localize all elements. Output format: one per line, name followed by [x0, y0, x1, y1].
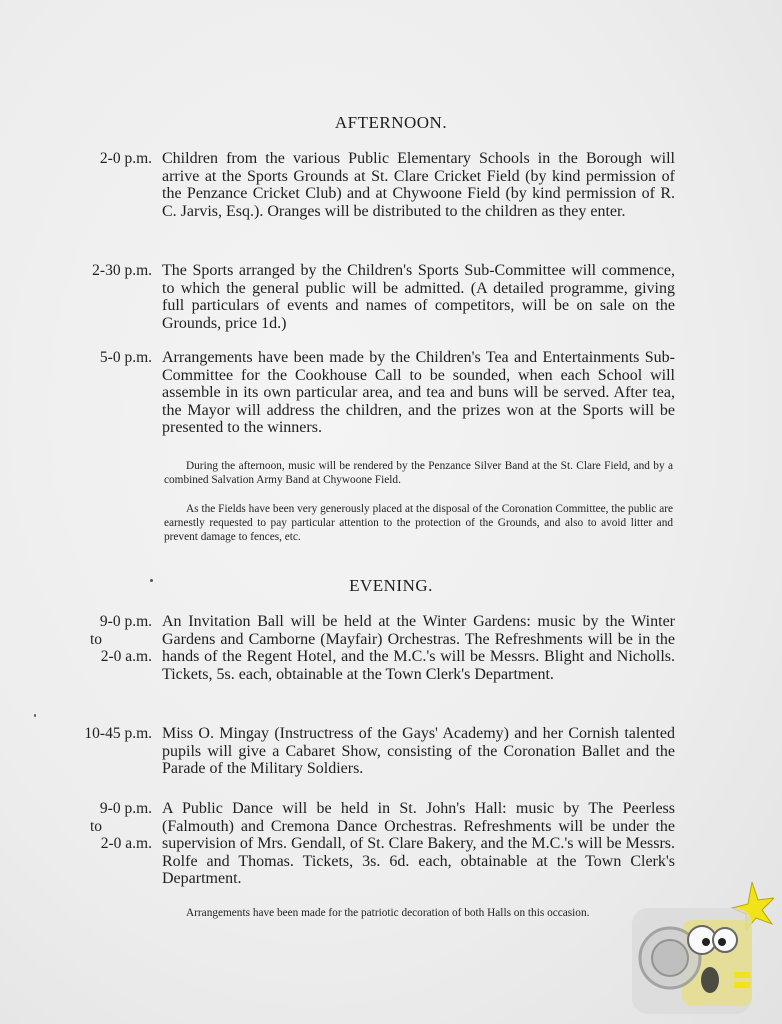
- time-line: 2-0 a.m.: [100, 835, 152, 853]
- schedule-entry-text: Arrangements have been made by the Children's Tea and Entertainments Sub-Committee for the Cookhouse Call to be sounded, when each School will assemble in its own particular area, and tea and buns will be served. After tea, the Mayor will address the children, and the prizes won at the Sports will be presented to the winners.: [162, 349, 675, 437]
- camera-face-logo: [622, 880, 774, 1020]
- footnote: As the Fields have been very generously placed at the disposal of the Coronation Committee, the public are earnestly requested to pay particular attention to the protection of the Grounds, and also to avoid litter and prevent damage to fences, etc.: [164, 503, 673, 543]
- footnote: During the afternoon, music will be rendered by the Penzance Silver Band at the St. Clare Field, and by a combined Salvation Army Band at Chywoone Field.: [164, 460, 673, 486]
- time-line: 2-30 p.m.: [92, 262, 152, 279]
- time-label: [44, 725, 152, 743]
- afternoon-heading: AFTERNOON.: [334, 113, 448, 132]
- time-label: [44, 800, 152, 853]
- schedule-entry-text: Children from the various Public Elementary Schools in the Borough will arrive at the Sports Grounds at St. Clare Cricket Field (by kind permission of the Penzance Cricket Club) and at Chywoone Field (by kind permission of R. C. Jarvis, Esq.). Oranges will be distributed to the children as they enter.: [162, 150, 675, 220]
- time-line: 9-0 p.m.: [99, 613, 152, 630]
- schedule-entry-text: Miss O. Mingay (Instructress of the Gays' Academy) and her Cornish talented pupils will give a Cabaret Show, consisting of the Coronation Ballet and the Parade of the Military Soldiers.: [162, 725, 675, 778]
- time-label: [44, 150, 152, 168]
- evening-heading: EVENING.: [349, 576, 433, 595]
- time-line: 2-0 p.m.: [99, 150, 152, 167]
- footnote: Arrangements have been made for the patriotic decoration of both Halls on this occasion.: [186, 907, 590, 919]
- schedule-entry-text: A Public Dance will be held in St. John's Hall: music by The Peerless (Falmouth) and Cremona Dance Orchestras. Refreshments will be under the supervision of Mrs. Gendall, of St. Clare Bakery, and the M.C.'s will be Messrs. Rolfe and Thomas. Tickets, 3s. 6d. each, obtainable at the Town Clerk's Department.: [162, 800, 675, 888]
- paper-speck: [34, 714, 36, 717]
- time-line: to: [89, 630, 103, 648]
- schedule-entry-text: An Invitation Ball will be held at the Winter Gardens: music by the Winter Gardens and Camborne (Mayfair) Orchestras. The Refreshments will be in the hands of the Regent Hotel, and the M.C.'s will be Messrs. Blight and Nicholls. Tickets, 5s. each, obtainable at the Town Clerk's Department.: [162, 613, 675, 683]
- paper-speck: [150, 579, 153, 582]
- time-label: [44, 613, 152, 666]
- schedule-entry-text: The Sports arranged by the Children's Sports Sub-Committee will commence, to which the general public will be admitted. (A detailed programme, giving full particulars of events and names of competitors, will be on sale on the Grounds, price 1d.): [162, 262, 675, 332]
- time-line: 10-45 p.m.: [84, 725, 152, 742]
- time-line: 9-0 p.m.: [99, 800, 152, 817]
- time-line: 5-0 p.m.: [99, 349, 152, 366]
- time-line: to: [89, 817, 103, 835]
- time-label: [44, 349, 152, 367]
- time-label: [44, 262, 152, 280]
- time-line: 2-0 a.m.: [100, 648, 152, 666]
